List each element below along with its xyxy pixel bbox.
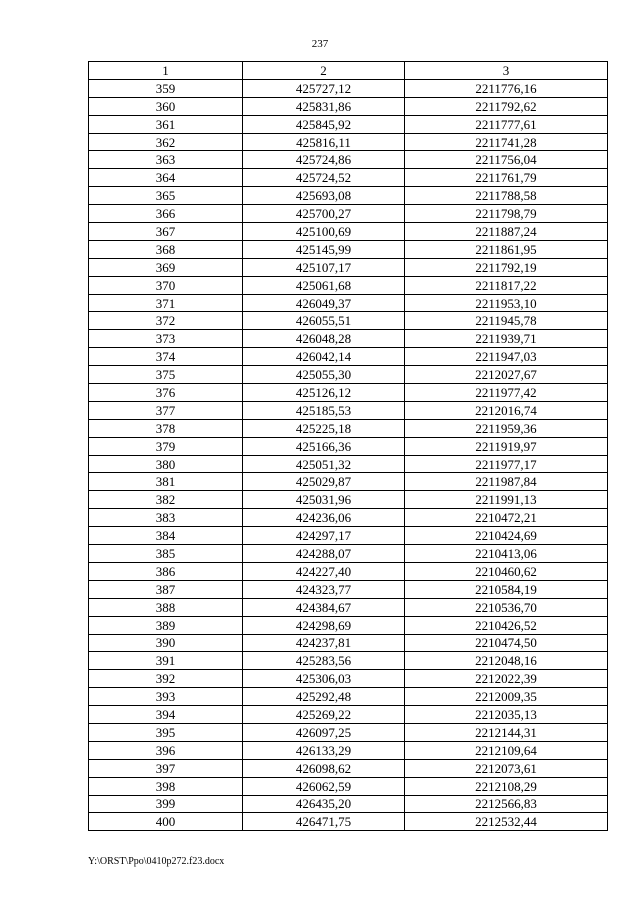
- x-coordinate-cell: 424384,67: [243, 598, 405, 616]
- x-coordinate-cell: 426435,20: [243, 795, 405, 813]
- x-coordinate-cell: 425283,56: [243, 652, 405, 670]
- point-number-cell: 377: [89, 401, 243, 419]
- y-coordinate-cell: 2211953,10: [405, 294, 608, 312]
- y-coordinate-cell: 2211947,03: [405, 348, 608, 366]
- y-coordinate-cell: 2211919,97: [405, 437, 608, 455]
- x-coordinate-cell: 425727,12: [243, 79, 405, 97]
- point-number-cell: 388: [89, 598, 243, 616]
- x-coordinate-cell: 425269,22: [243, 706, 405, 724]
- table-row: [89, 795, 608, 813]
- y-coordinate-cell: 2212027,67: [405, 366, 608, 384]
- point-number-cell: 359: [89, 79, 243, 97]
- x-coordinate-cell: 425029,87: [243, 473, 405, 491]
- point-number-cell: 373: [89, 330, 243, 348]
- point-number-cell: 399: [89, 795, 243, 813]
- y-coordinate-cell: 2212532,44: [405, 813, 608, 831]
- point-number-cell: 360: [89, 97, 243, 115]
- table-row: [89, 276, 608, 294]
- y-coordinate-cell: 2211887,24: [405, 223, 608, 241]
- column-header-2: 2: [243, 62, 405, 80]
- x-coordinate-cell: 424236,06: [243, 509, 405, 527]
- y-coordinate-cell: 2212016,74: [405, 401, 608, 419]
- table-row: [89, 545, 608, 563]
- table-row: [89, 348, 608, 366]
- y-coordinate-cell: 2211788,58: [405, 187, 608, 205]
- point-number-cell: 363: [89, 151, 243, 169]
- y-coordinate-cell: 2212035,13: [405, 706, 608, 724]
- x-coordinate-cell: 425724,86: [243, 151, 405, 169]
- y-coordinate-cell: 2211792,19: [405, 258, 608, 276]
- y-coordinate-cell: 2211777,61: [405, 115, 608, 133]
- table-row: [89, 562, 608, 580]
- y-coordinate-cell: 2211756,04: [405, 151, 608, 169]
- y-coordinate-cell: 2210424,69: [405, 527, 608, 545]
- y-coordinate-cell: 2211977,42: [405, 384, 608, 402]
- table-row: [89, 706, 608, 724]
- point-number-cell: 366: [89, 205, 243, 223]
- x-coordinate-cell: 425031,96: [243, 491, 405, 509]
- y-coordinate-cell: 2211959,36: [405, 419, 608, 437]
- table-row: [89, 312, 608, 330]
- table-row: [89, 384, 608, 402]
- x-coordinate-cell: 425724,52: [243, 169, 405, 187]
- page-number: 237: [311, 38, 329, 50]
- y-coordinate-cell: 2211817,22: [405, 276, 608, 294]
- y-coordinate-cell: 2210584,19: [405, 580, 608, 598]
- table-row: [89, 616, 608, 634]
- table-row: [89, 169, 608, 187]
- table-row: [89, 777, 608, 795]
- table-row: [89, 294, 608, 312]
- table-row: [89, 151, 608, 169]
- y-coordinate-cell: 2210472,21: [405, 509, 608, 527]
- point-number-cell: 364: [89, 169, 243, 187]
- point-number-cell: 368: [89, 240, 243, 258]
- x-coordinate-cell: 425845,92: [243, 115, 405, 133]
- y-coordinate-cell: 2211939,71: [405, 330, 608, 348]
- y-coordinate-cell: 2210426,52: [405, 616, 608, 634]
- point-number-cell: 385: [89, 545, 243, 563]
- table-row: [89, 670, 608, 688]
- y-coordinate-cell: 2210474,50: [405, 634, 608, 652]
- table-row: [89, 688, 608, 706]
- x-coordinate-cell: 424237,81: [243, 634, 405, 652]
- point-number-cell: 374: [89, 348, 243, 366]
- point-number-cell: 379: [89, 437, 243, 455]
- table-row: [89, 741, 608, 759]
- point-number-cell: 361: [89, 115, 243, 133]
- point-number-cell: 394: [89, 706, 243, 724]
- table-row: [89, 634, 608, 652]
- table-row: [89, 455, 608, 473]
- point-number-cell: 375: [89, 366, 243, 384]
- point-number-cell: 393: [89, 688, 243, 706]
- point-number-cell: 376: [89, 384, 243, 402]
- x-coordinate-cell: 426062,59: [243, 777, 405, 795]
- point-number-cell: 384: [89, 527, 243, 545]
- table-row: [89, 598, 608, 616]
- x-coordinate-cell: 424297,17: [243, 527, 405, 545]
- point-number-cell: 367: [89, 223, 243, 241]
- x-coordinate-cell: 425306,03: [243, 670, 405, 688]
- y-coordinate-cell: 2211776,16: [405, 79, 608, 97]
- x-coordinate-cell: 425831,86: [243, 97, 405, 115]
- point-number-cell: 392: [89, 670, 243, 688]
- y-coordinate-cell: 2211977,17: [405, 455, 608, 473]
- y-coordinate-cell: 2211761,79: [405, 169, 608, 187]
- x-coordinate-cell: 424288,07: [243, 545, 405, 563]
- x-coordinate-cell: 424298,69: [243, 616, 405, 634]
- x-coordinate-cell: 425700,27: [243, 205, 405, 223]
- y-coordinate-cell: 2211861,95: [405, 240, 608, 258]
- y-coordinate-cell: 2212022,39: [405, 670, 608, 688]
- column-header-1: 1: [89, 62, 243, 80]
- x-coordinate-cell: 425816,11: [243, 133, 405, 151]
- point-number-cell: 383: [89, 509, 243, 527]
- x-coordinate-cell: 426042,14: [243, 348, 405, 366]
- table-row: [89, 491, 608, 509]
- y-coordinate-cell: 2211792,62: [405, 97, 608, 115]
- table-row: [89, 580, 608, 598]
- table-row: [89, 330, 608, 348]
- point-number-cell: 397: [89, 759, 243, 777]
- x-coordinate-cell: 425061,68: [243, 276, 405, 294]
- point-number-cell: 387: [89, 580, 243, 598]
- table-row: [89, 527, 608, 545]
- x-coordinate-cell: 424227,40: [243, 562, 405, 580]
- table-row: [89, 366, 608, 384]
- x-coordinate-cell: 426471,75: [243, 813, 405, 831]
- point-number-cell: 395: [89, 723, 243, 741]
- y-coordinate-cell: 2211991,13: [405, 491, 608, 509]
- table-header-row: [89, 62, 608, 80]
- y-coordinate-cell: 2210460,62: [405, 562, 608, 580]
- y-coordinate-cell: 2211945,78: [405, 312, 608, 330]
- table-row: [89, 759, 608, 777]
- y-coordinate-cell: 2211987,84: [405, 473, 608, 491]
- y-coordinate-cell: 2210413,06: [405, 545, 608, 563]
- x-coordinate-cell: 425145,99: [243, 240, 405, 258]
- coordinates-table: [88, 61, 608, 831]
- point-number-cell: 400: [89, 813, 243, 831]
- x-coordinate-cell: 425693,08: [243, 187, 405, 205]
- y-coordinate-cell: 2212109,64: [405, 741, 608, 759]
- x-coordinate-cell: 425292,48: [243, 688, 405, 706]
- x-coordinate-cell: 426049,37: [243, 294, 405, 312]
- column-header-3: 3: [405, 62, 608, 80]
- table-row: [89, 401, 608, 419]
- y-coordinate-cell: 2211798,79: [405, 205, 608, 223]
- table-row: [89, 205, 608, 223]
- x-coordinate-cell: 424323,77: [243, 580, 405, 598]
- table-row: [89, 187, 608, 205]
- y-coordinate-cell: 2212566,83: [405, 795, 608, 813]
- point-number-cell: 370: [89, 276, 243, 294]
- point-number-cell: 396: [89, 741, 243, 759]
- y-coordinate-cell: 2211741,28: [405, 133, 608, 151]
- y-coordinate-cell: 2212009,35: [405, 688, 608, 706]
- table-row: [89, 223, 608, 241]
- x-coordinate-cell: 425185,53: [243, 401, 405, 419]
- point-number-cell: 381: [89, 473, 243, 491]
- x-coordinate-cell: 425126,12: [243, 384, 405, 402]
- point-number-cell: 386: [89, 562, 243, 580]
- point-number-cell: 369: [89, 258, 243, 276]
- y-coordinate-cell: 2212048,16: [405, 652, 608, 670]
- x-coordinate-cell: 425107,17: [243, 258, 405, 276]
- table-body: [89, 79, 608, 830]
- point-number-cell: 372: [89, 312, 243, 330]
- y-coordinate-cell: 2212108,29: [405, 777, 608, 795]
- document-file-path: Y:\ORST\Ppo\0410p272.f23.docx: [88, 856, 225, 867]
- table-row: [89, 509, 608, 527]
- table-row: [89, 419, 608, 437]
- point-number-cell: 398: [89, 777, 243, 795]
- point-number-cell: 371: [89, 294, 243, 312]
- point-number-cell: 390: [89, 634, 243, 652]
- table-row: [89, 79, 608, 97]
- point-number-cell: 391: [89, 652, 243, 670]
- x-coordinate-cell: 426048,28: [243, 330, 405, 348]
- table-row: [89, 133, 608, 151]
- table-row: [89, 473, 608, 491]
- x-coordinate-cell: 425051,32: [243, 455, 405, 473]
- y-coordinate-cell: 2212144,31: [405, 723, 608, 741]
- point-number-cell: 365: [89, 187, 243, 205]
- table-row: [89, 813, 608, 831]
- table-row: [89, 437, 608, 455]
- point-number-cell: 378: [89, 419, 243, 437]
- x-coordinate-cell: 425055,30: [243, 366, 405, 384]
- x-coordinate-cell: 426055,51: [243, 312, 405, 330]
- x-coordinate-cell: 426098,62: [243, 759, 405, 777]
- table-row: [89, 652, 608, 670]
- y-coordinate-cell: 2210536,70: [405, 598, 608, 616]
- table-row: [89, 240, 608, 258]
- x-coordinate-cell: 425225,18: [243, 419, 405, 437]
- point-number-cell: 362: [89, 133, 243, 151]
- y-coordinate-cell: 2212073,61: [405, 759, 608, 777]
- point-number-cell: 382: [89, 491, 243, 509]
- x-coordinate-cell: 425166,36: [243, 437, 405, 455]
- table-row: [89, 723, 608, 741]
- x-coordinate-cell: 426133,29: [243, 741, 405, 759]
- table-row: [89, 258, 608, 276]
- table-row: [89, 97, 608, 115]
- point-number-cell: 389: [89, 616, 243, 634]
- table-row: [89, 115, 608, 133]
- x-coordinate-cell: 426097,25: [243, 723, 405, 741]
- point-number-cell: 380: [89, 455, 243, 473]
- x-coordinate-cell: 425100,69: [243, 223, 405, 241]
